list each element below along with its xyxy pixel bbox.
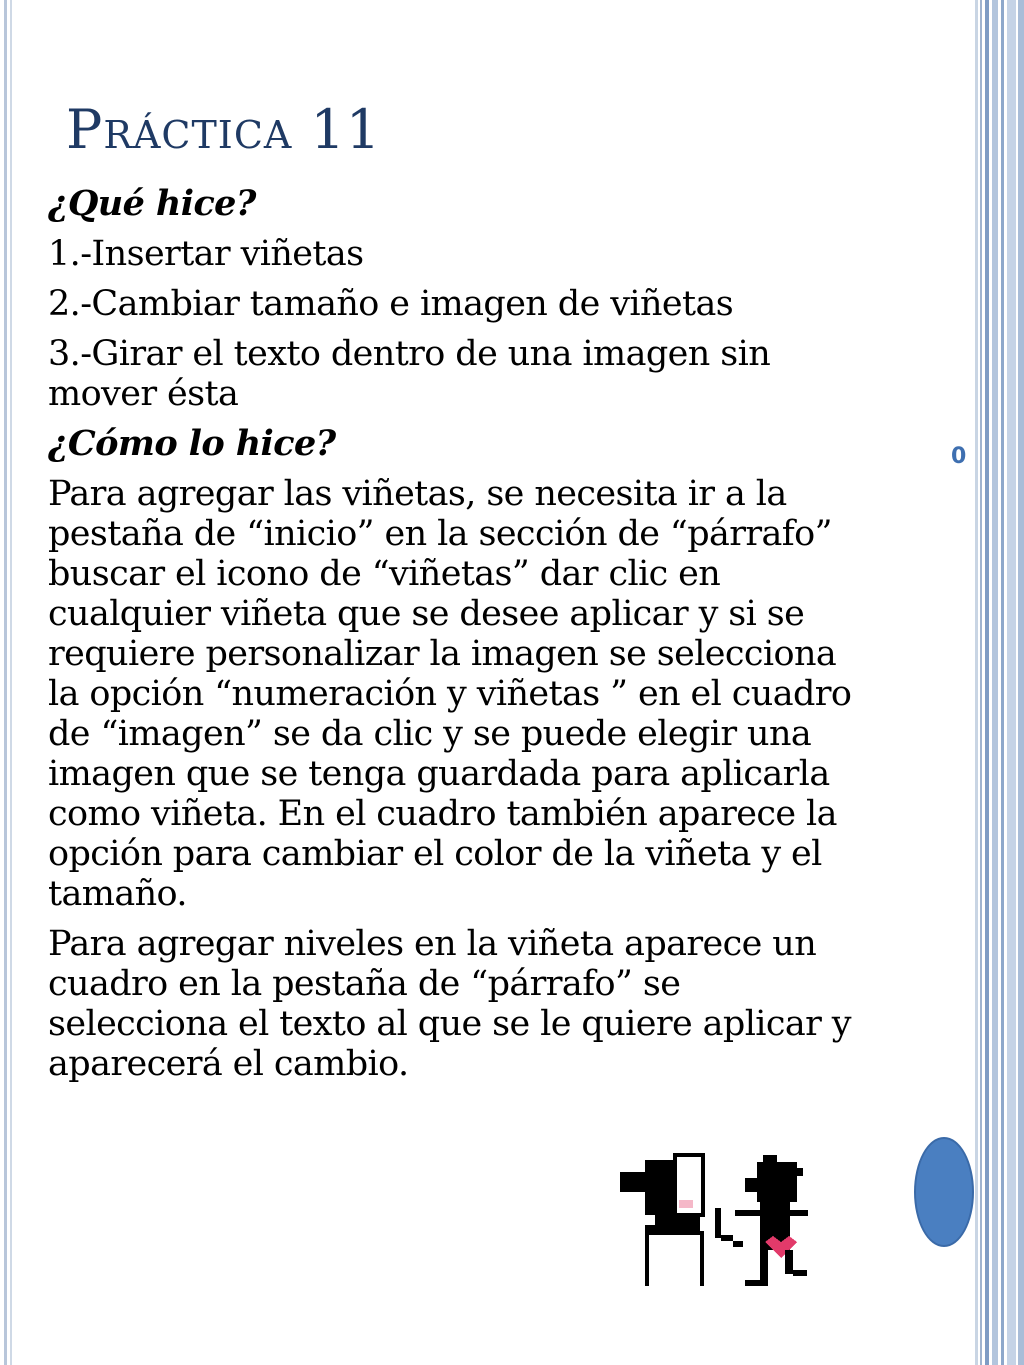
list-item: 1.-Insertar viñetas bbox=[48, 234, 364, 274]
right-stripe bbox=[985, 0, 989, 1365]
list-item: 2.-Cambiar tamaño e imagen de viñetas bbox=[48, 284, 734, 324]
right-decorative-panel bbox=[975, 0, 1024, 1365]
slide-content bbox=[48, 184, 858, 1094]
decorative-oval bbox=[914, 1137, 974, 1247]
paragraph: Para agregar las viñetas, se necesita ir a la pestaña de “inicio” en la sección de “párrafo” buscar el icono de “viñetas” dar clic en cualquier viñeta que se desee aplicar y si se requiere personalizar la imagen se selecciona la opción “numeración y viñetas ” en el cuadro de “imagen” se da clic y se puede elegir una imagen que se tenga guardada para aplicarla como viñeta. En el cuadro también aparece la opción para cambiar el color de la viñeta y el tamaño. bbox=[48, 474, 852, 914]
slide-title: Práctica 11 bbox=[66, 98, 382, 161]
right-stripe bbox=[992, 0, 998, 1365]
left-border-inner bbox=[10, 0, 12, 1365]
section-heading-what: ¿Qué hice? bbox=[48, 183, 256, 224]
paragraph: Para agregar niveles en la viñeta aparece un cuadro en la pestaña de “párrafo” se selecciona el texto al que se le quiere aplicar y aparecerá el cambio. bbox=[48, 924, 851, 1084]
page-number: 0 bbox=[951, 444, 967, 469]
list-item: 3.-Girar el texto dentro de una imagen sin mover ésta bbox=[48, 334, 771, 414]
pixel-couple-illustration-icon bbox=[615, 1150, 825, 1290]
section-heading-how: ¿Cómo lo hice? bbox=[48, 423, 336, 464]
right-stripe bbox=[980, 0, 982, 1365]
right-stripe bbox=[1018, 0, 1024, 1365]
right-stripe bbox=[975, 0, 978, 1365]
left-border bbox=[4, 0, 7, 1365]
right-stripe bbox=[1007, 0, 1016, 1365]
right-stripe bbox=[1001, 0, 1004, 1365]
